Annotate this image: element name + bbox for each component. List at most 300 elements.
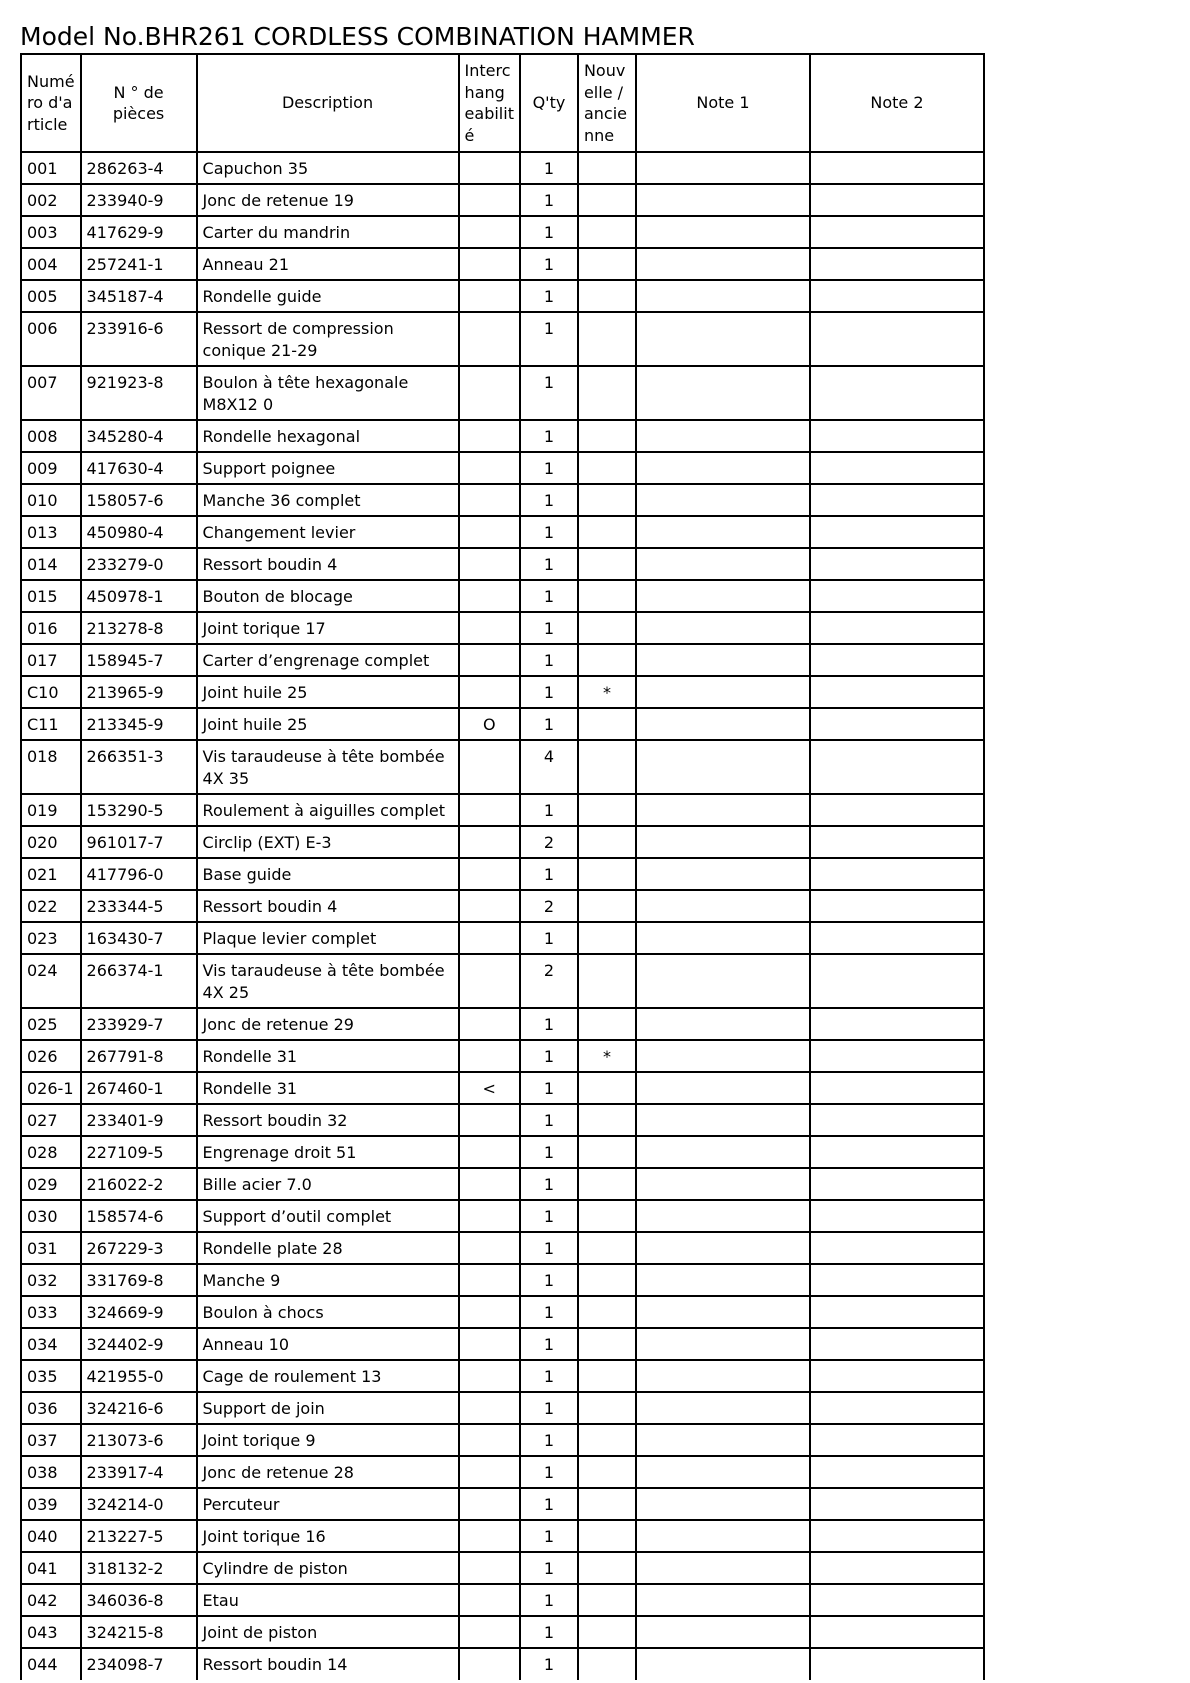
cell-new-old [578,420,636,452]
cell-interchangeability [459,1392,520,1424]
cell-interchangeability [459,1616,520,1648]
cell-qty: 1 [520,794,578,826]
cell-note-1 [636,644,810,676]
cell-part-no: 233917-4 [81,1456,197,1488]
cell-part-no: 961017-7 [81,826,197,858]
cell-qty: 1 [520,184,578,216]
cell-interchangeability [459,580,520,612]
cell-item-no: 025 [21,1008,81,1040]
cell-part-no: 213073-6 [81,1424,197,1456]
cell-qty: 1 [520,216,578,248]
cell-note-1 [636,1008,810,1040]
cell-item-no: 040 [21,1520,81,1552]
table-row [21,1168,984,1200]
table-row [21,1360,984,1392]
cell-part-no: 286263-4 [81,152,197,184]
cell-description: Rondelle plate 28 [197,1232,459,1264]
cell-note-2 [810,1360,984,1392]
cell-description: Engrenage droit 51 [197,1136,459,1168]
cell-new-old [578,1072,636,1104]
cell-new-old [578,1328,636,1360]
cell-qty: 1 [520,1040,578,1072]
cell-note-1 [636,152,810,184]
cell-part-no: 417630-4 [81,452,197,484]
cell-interchangeability [459,676,520,708]
cell-qty: 1 [520,1328,578,1360]
cell-new-old [578,184,636,216]
cell-new-old [578,794,636,826]
cell-interchangeability [459,826,520,858]
cell-description: Ressort de compression conique 21-29 [197,312,459,366]
cell-part-no: 324669-9 [81,1296,197,1328]
cell-description: Boulon à chocs [197,1296,459,1328]
cell-part-no: 163430-7 [81,922,197,954]
cell-part-no: 267229-3 [81,1232,197,1264]
cell-new-old: * [578,676,636,708]
cell-item-no: 004 [21,248,81,280]
cell-note-2 [810,366,984,420]
table-row [21,1392,984,1424]
cell-qty: 1 [520,1200,578,1232]
cell-item-no: 009 [21,452,81,484]
cell-description: Jonc de retenue 28 [197,1456,459,1488]
table-row [21,1584,984,1616]
cell-part-no: 324214-0 [81,1488,197,1520]
table-row [21,1616,984,1648]
cell-new-old [578,1200,636,1232]
cell-qty: 1 [520,1392,578,1424]
cell-note-2 [810,890,984,922]
cell-part-no: 213278-8 [81,612,197,644]
cell-interchangeability [459,216,520,248]
cell-note-2 [810,1488,984,1520]
cell-part-no: 331769-8 [81,1264,197,1296]
cell-interchangeability [459,1264,520,1296]
cell-part-no: 324215-8 [81,1616,197,1648]
cell-qty: 1 [520,484,578,516]
header-interchangeability: Interc hang eabilit é [459,54,520,152]
cell-note-1 [636,1200,810,1232]
cell-part-no: 233344-5 [81,890,197,922]
cell-description: Jonc de retenue 29 [197,1008,459,1040]
cell-note-2 [810,516,984,548]
cell-interchangeability [459,1200,520,1232]
cell-note-1 [636,1424,810,1456]
cell-note-2 [810,1392,984,1424]
table-row [21,1072,984,1104]
cell-new-old [578,922,636,954]
cell-note-1 [636,794,810,826]
cell-note-1 [636,708,810,740]
table-row [21,1104,984,1136]
cell-item-no: 010 [21,484,81,516]
cell-item-no: 036 [21,1392,81,1424]
cell-note-2 [810,1616,984,1648]
cell-new-old [578,644,636,676]
header-note-2: Note 2 [810,54,984,152]
cell-note-1 [636,922,810,954]
cell-note-2 [810,484,984,516]
cell-part-no: 450978-1 [81,580,197,612]
table-row [21,1488,984,1520]
cell-part-no: 158057-6 [81,484,197,516]
cell-note-2 [810,216,984,248]
cell-part-no: 233279-0 [81,548,197,580]
table-row [21,740,984,794]
table-row [21,580,984,612]
cell-item-no: 014 [21,548,81,580]
table-row [21,280,984,312]
cell-description: Joint torique 17 [197,612,459,644]
cell-item-no: 020 [21,826,81,858]
cell-part-no: 216022-2 [81,1168,197,1200]
cell-new-old [578,366,636,420]
cell-note-2 [810,1584,984,1616]
cell-qty: 1 [520,1488,578,1520]
cell-interchangeability [459,420,520,452]
cell-note-2 [810,1424,984,1456]
cell-qty: 1 [520,152,578,184]
cell-qty: 1 [520,1104,578,1136]
table-row [21,1648,984,1680]
cell-description: Support de join [197,1392,459,1424]
cell-description: Joint de piston [197,1616,459,1648]
cell-interchangeability [459,922,520,954]
cell-qty: 1 [520,612,578,644]
cell-new-old [578,826,636,858]
cell-interchangeability [459,484,520,516]
table-row [21,1264,984,1296]
cell-note-2 [810,1200,984,1232]
table-row [21,612,984,644]
cell-item-no: 015 [21,580,81,612]
cell-new-old [578,740,636,794]
cell-new-old [578,1296,636,1328]
cell-qty: 1 [520,644,578,676]
cell-qty: 1 [520,1520,578,1552]
table-row [21,708,984,740]
cell-qty: 1 [520,1456,578,1488]
cell-interchangeability [459,516,520,548]
cell-note-1 [636,740,810,794]
cell-note-1 [636,612,810,644]
cell-item-no: 041 [21,1552,81,1584]
cell-item-no: 002 [21,184,81,216]
cell-qty: 1 [520,312,578,366]
table-row [21,1552,984,1584]
cell-interchangeability [459,1328,520,1360]
cell-note-2 [810,152,984,184]
table-row [21,858,984,890]
cell-item-no: 001 [21,152,81,184]
cell-part-no: 921923-8 [81,366,197,420]
cell-qty: 1 [520,420,578,452]
cell-note-1 [636,548,810,580]
cell-qty: 1 [520,548,578,580]
cell-interchangeability [459,858,520,890]
table-row [21,452,984,484]
cell-note-1 [636,858,810,890]
cell-item-no: 007 [21,366,81,420]
cell-note-1 [636,580,810,612]
table-row [21,890,984,922]
cell-description: Anneau 10 [197,1328,459,1360]
cell-interchangeability [459,1424,520,1456]
cell-note-1 [636,890,810,922]
header-qty: Q'ty [520,54,578,152]
cell-note-1 [636,366,810,420]
cell-note-1 [636,1328,810,1360]
cell-interchangeability [459,954,520,1008]
cell-part-no: 421955-0 [81,1360,197,1392]
cell-note-2 [810,1328,984,1360]
cell-note-1 [636,1360,810,1392]
cell-description: Rondelle guide [197,280,459,312]
cell-part-no: 158574-6 [81,1200,197,1232]
cell-item-no: 042 [21,1584,81,1616]
cell-interchangeability [459,452,520,484]
cell-qty: 1 [520,1552,578,1584]
cell-part-no: 267460-1 [81,1072,197,1104]
cell-item-no: 043 [21,1616,81,1648]
cell-new-old [578,1136,636,1168]
cell-part-no: 345280-4 [81,420,197,452]
cell-item-no: 029 [21,1168,81,1200]
cell-qty: 1 [520,1424,578,1456]
cell-new-old [578,1392,636,1424]
cell-new-old [578,1552,636,1584]
cell-note-2 [810,248,984,280]
page-title: Model No.BHR261 CORDLESS COMBINATION HAMMER [20,22,695,51]
table-row [21,420,984,452]
cell-new-old [578,580,636,612]
cell-description: Carter du mandrin [197,216,459,248]
cell-description: Etau [197,1584,459,1616]
cell-description: Changement levier [197,516,459,548]
cell-interchangeability [459,890,520,922]
cell-description: Support poignee [197,452,459,484]
cell-note-2 [810,826,984,858]
cell-note-1 [636,1264,810,1296]
cell-note-1 [636,1520,810,1552]
cell-item-no: 032 [21,1264,81,1296]
table-row [21,366,984,420]
cell-note-1 [636,1552,810,1584]
cell-note-2 [810,644,984,676]
cell-note-1 [636,420,810,452]
cell-new-old [578,1488,636,1520]
cell-item-no: 017 [21,644,81,676]
cell-qty: 1 [520,676,578,708]
cell-part-no: 267791-8 [81,1040,197,1072]
cell-new-old [578,1520,636,1552]
table-row [21,794,984,826]
cell-note-1 [636,954,810,1008]
cell-description: Cage de roulement 13 [197,1360,459,1392]
cell-note-2 [810,1168,984,1200]
cell-item-no: 028 [21,1136,81,1168]
cell-item-no: 005 [21,280,81,312]
cell-interchangeability [459,644,520,676]
cell-note-1 [636,484,810,516]
cell-part-no: 346036-8 [81,1584,197,1616]
cell-part-no: 266374-1 [81,954,197,1008]
cell-interchangeability [459,794,520,826]
cell-item-no: 035 [21,1360,81,1392]
header-row [21,54,984,152]
cell-new-old [578,548,636,580]
table-row [21,312,984,366]
cell-item-no: 008 [21,420,81,452]
parts-table-body [21,152,984,1680]
cell-note-2 [810,548,984,580]
parts-table [20,53,985,1680]
cell-item-no: 030 [21,1200,81,1232]
cell-qty: 1 [520,1232,578,1264]
cell-note-1 [636,184,810,216]
cell-part-no: 234098-7 [81,1648,197,1680]
cell-description: Ressort boudin 14 [197,1648,459,1680]
header-item-no: Numé ro d'a rticle [21,54,81,152]
cell-part-no: 233929-7 [81,1008,197,1040]
cell-interchangeability [459,1456,520,1488]
cell-new-old [578,1648,636,1680]
cell-part-no: 233401-9 [81,1104,197,1136]
cell-note-1 [636,1136,810,1168]
cell-part-no: 450980-4 [81,516,197,548]
cell-interchangeability [459,1296,520,1328]
cell-item-no: C11 [21,708,81,740]
cell-note-2 [810,612,984,644]
cell-interchangeability: < [459,1072,520,1104]
cell-interchangeability [459,1648,520,1680]
cell-interchangeability [459,740,520,794]
cell-new-old [578,452,636,484]
cell-note-1 [636,452,810,484]
cell-description: Joint huile 25 [197,676,459,708]
cell-new-old [578,516,636,548]
cell-note-2 [810,1264,984,1296]
cell-qty: 1 [520,1008,578,1040]
cell-note-2 [810,1040,984,1072]
cell-item-no: 019 [21,794,81,826]
cell-note-2 [810,1648,984,1680]
table-row [21,1328,984,1360]
cell-part-no: 417629-9 [81,216,197,248]
cell-part-no: 213345-9 [81,708,197,740]
cell-qty: 1 [520,516,578,548]
table-row [21,1136,984,1168]
cell-note-1 [636,1104,810,1136]
cell-note-2 [810,922,984,954]
cell-note-2 [810,1520,984,1552]
cell-qty: 1 [520,1648,578,1680]
table-row [21,184,984,216]
cell-note-2 [810,280,984,312]
table-row [21,954,984,1008]
cell-item-no: 038 [21,1456,81,1488]
table-row [21,152,984,184]
cell-description: Jonc de retenue 19 [197,184,459,216]
cell-note-1 [636,1584,810,1616]
cell-qty: 1 [520,280,578,312]
cell-item-no: 016 [21,612,81,644]
cell-description: Rondelle 31 [197,1040,459,1072]
cell-qty: 4 [520,740,578,794]
header-note-1: Note 1 [636,54,810,152]
cell-description: Manche 36 complet [197,484,459,516]
cell-description: Vis taraudeuse à tête bombée 4X 25 [197,954,459,1008]
cell-part-no: 324402-9 [81,1328,197,1360]
cell-item-no: 006 [21,312,81,366]
cell-item-no: 023 [21,922,81,954]
table-row [21,826,984,858]
cell-note-2 [810,794,984,826]
cell-description: Base guide [197,858,459,890]
cell-part-no: 227109-5 [81,1136,197,1168]
cell-description: Circlip (EXT) E-3 [197,826,459,858]
cell-interchangeability: O [459,708,520,740]
cell-qty: 2 [520,954,578,1008]
header-description: Description [197,54,459,152]
cell-note-2 [810,1136,984,1168]
cell-note-2 [810,184,984,216]
cell-new-old [578,954,636,1008]
cell-item-no: 024 [21,954,81,1008]
cell-interchangeability [459,280,520,312]
cell-description: Ressort boudin 32 [197,1104,459,1136]
cell-description: Boulon à tête hexagonale M8X12 0 [197,366,459,420]
cell-note-1 [636,1616,810,1648]
cell-part-no: 213227-5 [81,1520,197,1552]
table-row [21,644,984,676]
cell-item-no: 039 [21,1488,81,1520]
table-row [21,1200,984,1232]
cell-part-no: 233940-9 [81,184,197,216]
cell-part-no: 153290-5 [81,794,197,826]
cell-note-1 [636,248,810,280]
cell-new-old [578,1360,636,1392]
cell-new-old [578,1264,636,1296]
cell-item-no: 044 [21,1648,81,1680]
table-row [21,248,984,280]
cell-description: Plaque levier complet [197,922,459,954]
cell-new-old [578,1008,636,1040]
cell-interchangeability [459,1168,520,1200]
cell-note-1 [636,516,810,548]
cell-new-old [578,858,636,890]
table-row [21,1040,984,1072]
cell-interchangeability [459,1008,520,1040]
cell-new-old [578,1168,636,1200]
table-row [21,676,984,708]
table-row [21,1424,984,1456]
cell-new-old [578,1424,636,1456]
cell-new-old [578,1104,636,1136]
cell-description: Carter d’engrenage complet [197,644,459,676]
cell-qty: 1 [520,366,578,420]
cell-description: Rondelle 31 [197,1072,459,1104]
cell-item-no: 026 [21,1040,81,1072]
cell-new-old [578,280,636,312]
cell-new-old [578,1456,636,1488]
cell-note-1 [636,1392,810,1424]
cell-item-no: 031 [21,1232,81,1264]
cell-description: Bille acier 7.0 [197,1168,459,1200]
cell-part-no: 158945-7 [81,644,197,676]
cell-note-2 [810,580,984,612]
cell-note-1 [636,1072,810,1104]
